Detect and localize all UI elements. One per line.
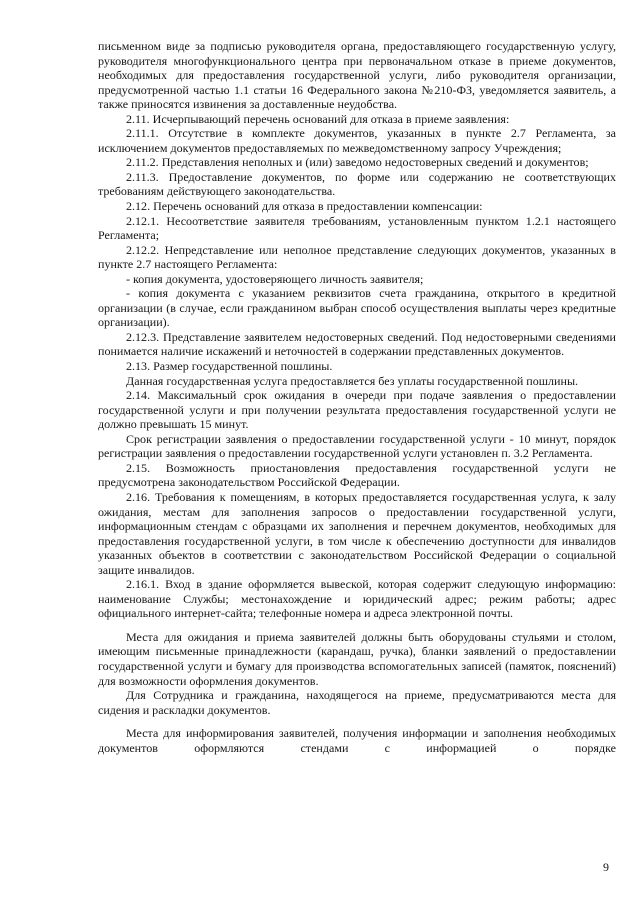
- paragraph: 2.15. Возможность приостановления предоставления государственной услуги не предусмотрена законодательством Российской Федерации.: [98, 460, 616, 490]
- paragraph: 2.13. Размер государственной пошлины.: [126, 359, 333, 374]
- paragraph: 2.11. Исчерпывающий перечень оснований для отказа в приеме заявления:: [126, 111, 510, 126]
- paragraph: - копия документа с указанием реквизитов счета гражданина, открытого в кредитной организации (в случае, если гражданином выбран способ осуществления выплаты через кредитные организации).: [98, 286, 616, 330]
- paragraph: - копия документа, удостоверяющего личность заявителя;: [126, 271, 424, 286]
- paragraph: 2.16. Требования к помещениям, в которых предоставляется государственная услуга, к залу ожидания, местам для заполнения запросов о предоставлении государственной услуги, информационным стендам с образцами их заполнения и перечнем документов, необходимых для предоставления государственной услуги, в том числе к обеспечению доступности для инвалидов указанных объектов в соответствии с законодательством Российской Федерации о социальной защите инвалидов.: [98, 489, 616, 577]
- paragraph: 2.11.3. Предоставление документов, по форме или содержанию не соответствующих требованиям действующего законодательства.: [98, 169, 616, 199]
- paragraph: 2.12.2. Непредставление или неполное представление следующих документов, указанных в пункте 2.7 настоящего Регламента:: [98, 242, 616, 272]
- paragraph: Данная государственная услуга предоставляется без уплаты государственной пошлины.: [126, 373, 579, 388]
- paragraph: 2.14. Максимальный срок ожидания в очереди при подаче заявления о предоставлении государственной услуги и при получении результата предоставления государственной услуги не должно превышать 15 минут.: [98, 388, 616, 432]
- page-number: 9: [603, 860, 609, 874]
- paragraph: 2.12.3. Представление заявителем недостоверных сведений. Под недостоверными сведениями понимается наличие искажений и неточностей в содержании представленных документов.: [98, 329, 616, 359]
- paragraph: 2.11.2. Представления неполных и (или) заведомо недостоверных сведений и документов;: [126, 155, 589, 170]
- paragraph: Срок регистрации заявления о предоставлении государственной услуги - 10 минут, порядок регистрации заявления о предоставлении государственной услуги установлен п. 3.2 Регламента.: [98, 431, 616, 461]
- paragraph: Для Сотрудника и гражданина, находящегося на приеме, предусматриваются места для сидения и раскладки документов.: [98, 688, 616, 717]
- paragraph: 2.11.1. Отсутствие в комплекте документов, указанных в пункте 2.7 Регламента, за исключением документов предоставляемых по межведомственному запросу Учреждения;: [98, 126, 616, 155]
- paragraph: 2.12. Перечень оснований для отказа в предоставлении компенсации:: [126, 199, 483, 214]
- paragraph: 2.16.1. Вход в здание оформляется вывеской, которая содержит следующую информацию: наименование Службы; местонахождение и юридический адрес; режим работы; адрес официального интернет-сайта; телефонные номера и адреса электронной почты.: [98, 577, 616, 621]
- paragraph: письменном виде за подписью руководителя органа, предоставляющего государственную услугу, руководителя многофункционального центра при первоначальном отказе в приеме документов, необходимых для предоставления государственной услуги, либо руководителя организации, предусмотренной частью 1.1 статьи 16 Федерального закона №210-ФЗ, уведомляется заявитель, а также приносятся извинения за доставленные неудобства.: [98, 39, 616, 112]
- paragraph: Места для ожидания и приема заявителей должны быть оборудованы стульями и столом, имеющим письменные принадлежности (карандаш, ручка), бланки заявлений о предоставлении государственной услуги и бумагу для производства вспомогательных записей (памяток, пояснений) для возможности оформления документов.: [98, 629, 616, 688]
- document-body: [98, 39, 616, 755]
- paragraph: 2.12.1. Несоответствие заявителя требованиям, установленным пунктом 1.2.1 настоящего Регламента;: [98, 213, 616, 243]
- paragraph: Места для информирования заявителей, получения информации и заполнения необходимых документов оформляются стендами с информацией о порядке: [98, 726, 616, 755]
